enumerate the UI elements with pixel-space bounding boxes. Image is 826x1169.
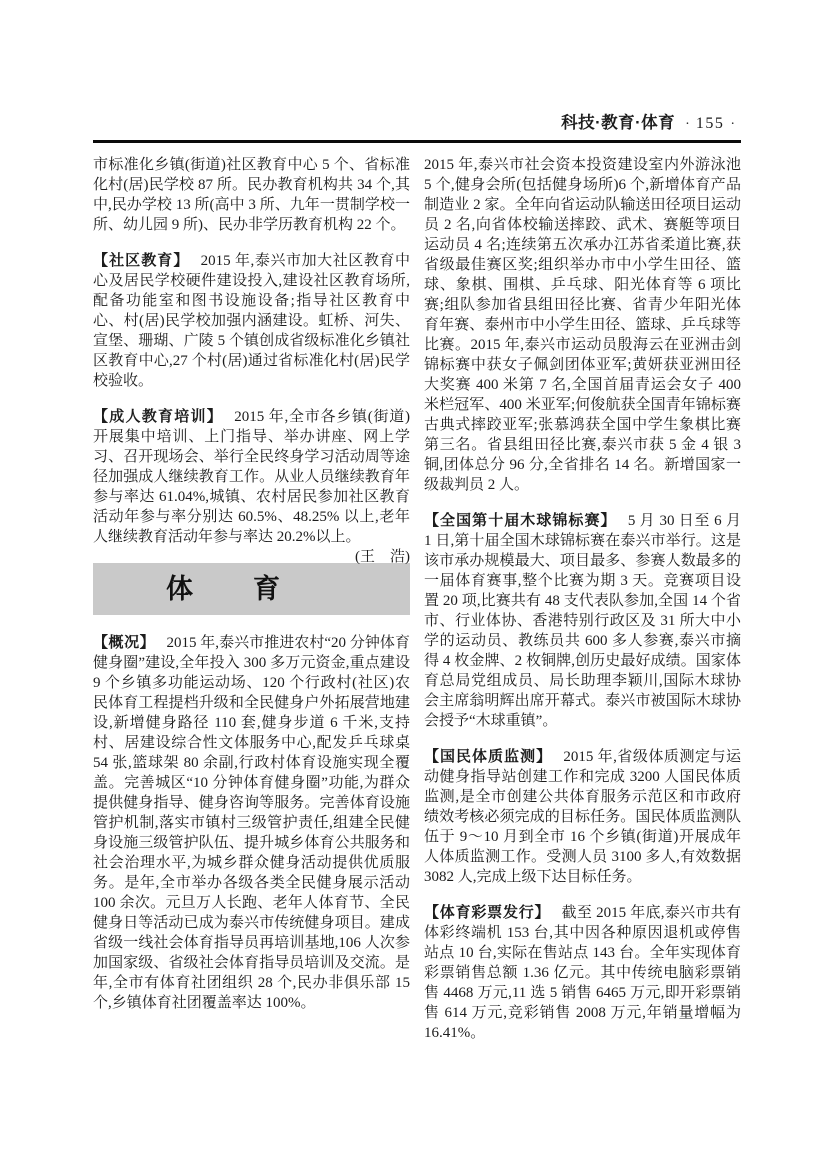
entry-label: 【概况】: [93, 634, 156, 651]
running-title: 科技·教育·体育: [561, 114, 676, 132]
entry-sports-lottery: [424, 903, 741, 1043]
entry-label: 【社区教育】: [93, 252, 190, 269]
page-header: [93, 112, 741, 136]
entry-text: 2015 年,省级体质测定与运动健身指导站创建工作和完成 3200 人国民体质监测,是全市创建公共体育服务示范区和市政府绩效考核必须完成的目标任务。国民体质监测队伍于 9～10 月到全市 16 个乡镇(街道)开展成年人体质监测工作。受测人员 3100 多人,有效数据 3082 人,完成上级下达目标任务。: [424, 749, 741, 885]
entry-text: 截至 2015 年底,泰兴市共有体彩终端机 153 台,其中因各种原因退机或停售站点 10 台,实际在售站点 143 台。全年实现体育彩票销售总额 1.36 亿元。其中传统电脑彩票销售 4468 万元,11 选 5 销售 6465 万元,即开彩票销售 614 万元,竞彩销售 2008 万元,年销量增幅为 16.41%。: [424, 905, 741, 1041]
page-number-group: [679, 115, 741, 132]
left-column: [93, 155, 410, 1043]
entry-woodball-championship: [424, 511, 741, 731]
entry-overview: [93, 633, 410, 1013]
entry-community-education: [93, 251, 410, 391]
entry-label: 【全国第十届木球锦标赛】: [424, 512, 617, 529]
entry-text: 2015 年,泰兴市推进农村“20 分钟体育健身圈”建设,全年投入 300 多万元资金,重点建设 9 个乡镇多功能运动场、120 个行政村(社区)农民体育工程提档升级和全民健身户外拓展营地建设,新增健身路径 110 套,健身步道 6 千米,支持村、居建设综合性文体服务中心,配发乒乓球桌 54 张,篮球架 80 余副,行政村体育设施实现全覆盖。完善城区“10 分钟体育健身圈”功能,为群众提供健身指导、健身咨询等服务。完善体育设施管护机制,落实市镇村三级管护责任,组建全民健身设施三级管护队伍、提升城乡体育公共服务和社会治理水平,为城乡群众健身活动提供优质服务。是年,全市举办各级各类全民健身展示活动 100 余次。元旦万人长跑、老年人体育节、全民健身日等活动已成为泰兴市传统健身项目。建成省级一线社会体育指导员再培训基地,106 人次参加国家级、省级社会体育指导员培训及交流。是年,全市有体育社团组织 28 个,民办非俱乐部 15 个,乡镇体育社团覆盖率达 100%。: [93, 635, 410, 1011]
entry-adult-education-training: [93, 407, 410, 565]
entry-label: 【国民体质监测】: [424, 748, 553, 765]
page-number: 155: [695, 115, 725, 132]
entry-text: 2015 年,泰兴市加大社区教育中心及居民学校硬件建设投入,建设社区教育场所,配备功能室和图书设施设备;指导社区教育中心、村(居)民学校加强内涵建设。虹桥、河失、宣堡、珊瑚、广陵 5 个镇创成省级标准化乡镇社区教育中心,27 个村(居)通过省标准化村(居)民学校验收。: [93, 253, 410, 389]
entry-text: 2015 年,全市各乡镇(街道)开展集中培训、上门指导、举办讲座、网上学习、召开现场会、举行全民终身学习活动周等途径加强成人继续教育工作。从业人员继续教育年参与率达 61.04%,城镇、农村居民参加社区教育活动年参与率分别达 60.5%、48.25% 以上,老年人继续教育活动年参与率达 20.2%以上。: [93, 409, 410, 545]
entry-label: 【体育彩票发行】: [424, 904, 551, 921]
entry-label: 【成人教育培训】: [93, 408, 223, 425]
continuation-paragraph: 2015 年,泰兴市社会资本投资建设室内外游泳池 5 个,健身会所(包括健身场所)6 个,新增体育产品制造业 2 家。全年向省运动队输送田径项目运动员 2 名,向省体校输送摔跤、武术、赛艇等项目运动员 4 名;连续第五次承办江苏省柔道比赛,获省级最佳赛区奖;组织举办市中小学生田径、篮球、象棋、围棋、乒乓球、阳光体育等 6 项比赛;组队参加省县组田径比赛、省青少年阳光体育年赛、泰州市中小学生田径、篮球、乒乓球等比赛。2015 年,泰兴市运动员殷海云在亚洲击剑锦标赛中获女子佩剑团体亚军;黄妍获亚洲田径大奖赛 400 米第 7 名,全国首届青运会女子 400 米栏冠军、400 米亚军;何俊航获全国青年锦标赛古典式摔跤亚军;张慕鸿获全国中学生象棋比赛第三名。省县组田径比赛,泰兴市获 5 金 4 银 3 铜,团体总分 96 分,全省排名 14 名。新增国家一级裁判员 2 人。: [424, 157, 741, 493]
page-number-dot-right: ·: [730, 117, 735, 132]
right-column: [424, 155, 741, 1043]
continuation-paragraph: 市标准化乡镇(街道)社区教育中心 5 个、省标准化村(居)民学校 87 所。民办教育机构共 34 个,其中,民办学校 13 所(高中 3 所、九年一贯制学校一所、幼儿园 9 所)、民办非学历教育机构 22 个。: [93, 157, 410, 233]
author-byline: (王 浩): [355, 549, 410, 565]
section-banner-sports: 体 育: [93, 563, 410, 615]
header-rule: [93, 140, 741, 143]
content-columns: [93, 155, 741, 1043]
entry-text: 5 月 30 日至 6 月 1 日,第十届全国木球锦标赛在泰兴市举行。这是该市承办规模最大、项目最多、参赛人数最多的一届体育赛事,整个比赛为期 3 天。竞赛项目设置 20 项,比赛共有 48 支代表队参加,全国 14 个省市、行业体协、香港特别行政区及 31 所大中小学的运动员、教练员共 600 多人参赛,泰兴市摘得 4 枚金牌、2 枚铜牌,创历史最好成绩。国家体育总局党组成员、局长助理李颖川,国际木球协会主席翁明辉出席开幕式。泰兴市被国际木球协会授予“木球重镇”。: [424, 513, 741, 729]
entry-fitness-monitoring: [424, 747, 741, 887]
page-number-dot-left: ·: [685, 117, 690, 132]
